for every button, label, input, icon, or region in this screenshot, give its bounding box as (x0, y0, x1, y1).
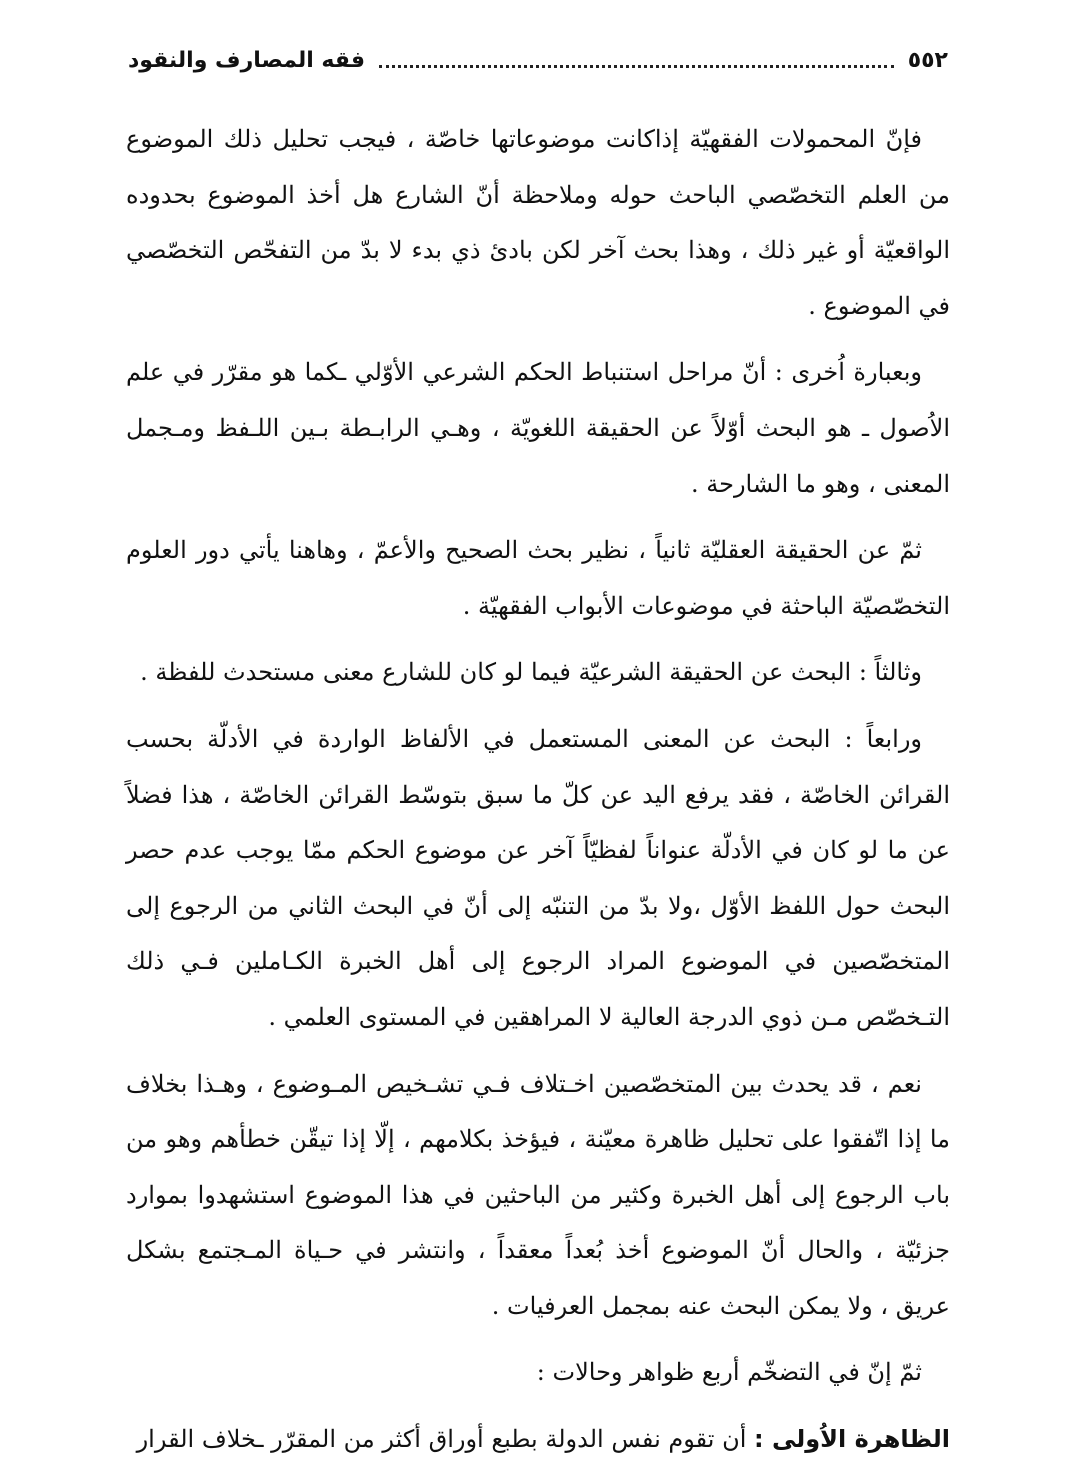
phenomenon-text: أن تقوم نفس الدولة بطبع أوراق أكثر من المقرّر ـخلاف القرار (136, 1425, 755, 1454)
paragraph: ثمّ عن الحقيقة العقليّة ثانياً ، نظير بحث الصحيح والأعمّ ، وهاهنا يأتي دور العلوم التخصّصيّة الباحثة في موضوعات الأبواب الفقهيّة . (126, 536, 950, 620)
header-dotted-leader (379, 65, 894, 68)
paragraph: نعم ، قد يحدث بين المتخصّصين اخـتلاف فـي تشـخيص المـوضوع ، وهـذا بخلاف ما إذا اتّفقوا على تحليل ظاهرة معيّنة ، فيؤخذ بكلامهم ، إلّا إذا تيقّن خطأهم وهو من باب الرجوع إلى أهل الخبرة وكثير من الباحثين في هذا الموضوع استشهدوا بموارد جزئيّة ، والحال أنّ الموضوع أخذ بُعداً معقداً ، وانتشر في حـياة المـجتمع بشكل عريق ، ولا يمكن البحث عنه بمجمل العرفيات . (126, 1069, 950, 1320)
page-header (128, 40, 948, 80)
paragraph: وبعبارة اُخرى : أنّ مراحل استنباط الحكم الشرعي الأوّلي ـكما هو مقرّر في علم الاُصول ـ هو البحث أوّلاً عن الحقيقة اللغويّة ، وهـي الرابـطة بـين اللـفظ ومـجمل المعنى ، وهو ما الشارحة . (126, 358, 950, 498)
paragraph-first-phenomenon (126, 1412, 950, 1468)
body-text (126, 112, 950, 1479)
page-number: ٥٥٢ (907, 47, 948, 73)
paragraph: ورابعاً : البحث عن المعنى المستعمل في الألفاظ الواردة في الأدلّة بحسب القرائن الخاصّة ، فقد يرفع اليد عن كلّ ما سبق بتوسّط القرائن الخاصّة ، هذا فضلاً عن ما لو كان في الأدلّة عنواناً لفظيّاً آخر عن موضوع الحكم ممّا يوجب عدم حصر البحث حول اللفظ الأوّل ،ولا بدّ من التنبّه إلى أنّ في البحث الثاني من الرجوع إلى المتخصّصين في الموضوع المراد الرجوع إلى أهل الخبرة الكـاملين فـي ذلك التـخصّص مـن ذوي الدرجة العالية لا المراهقين في المستوى العلمي . (126, 724, 950, 1031)
paragraph: وثالثاً : البحث عن الحقيقة الشرعيّة فيما لو كان للشارع معنى مستحدث للفظة . (140, 658, 922, 687)
phenomenon-heading: الظاهرة الاُولى : (754, 1425, 950, 1454)
running-title: فقه المصارف والنقود (128, 47, 365, 73)
paragraph: فإنّ المحمولات الفقهيّة إذاكانت موضوعاتها خاصّة ، فيجب تحليل ذلك الموضوع من العلم التخصّصي الباحث حوله وملاحظة أنّ الشارع هل أخذ الموضوع بحدوده الواقعيّة أو غير ذلك ، وهذا بحث آخر لكن بادئ ذي بدء لا بدّ من التفحّص التخصّصي في الموضوع . (126, 125, 950, 320)
paragraph: ثمّ إنّ في التضخّم أربع ظواهر وحالات : (536, 1358, 922, 1387)
